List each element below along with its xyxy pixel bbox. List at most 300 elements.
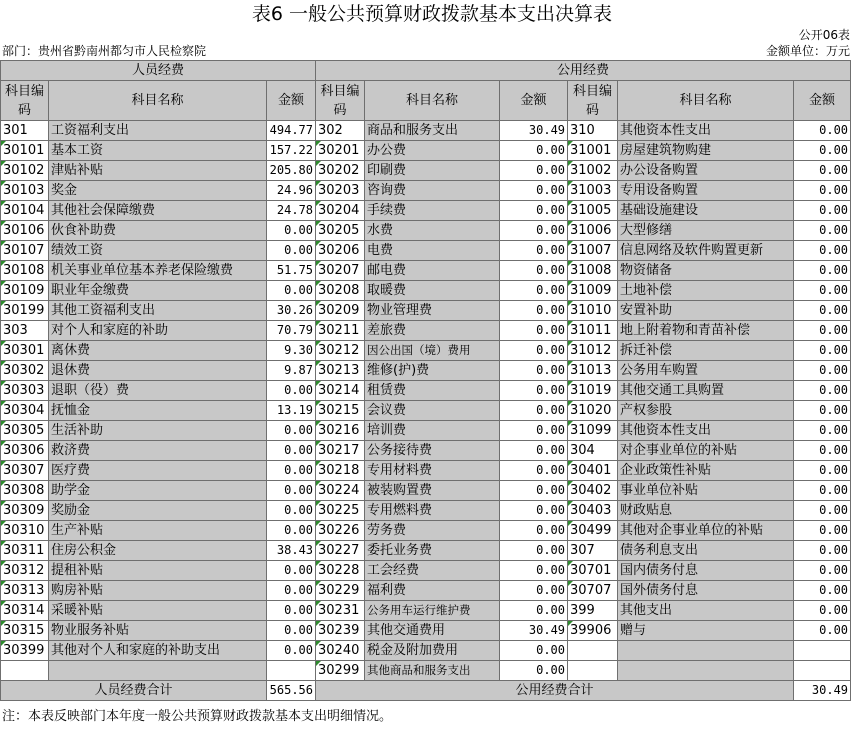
table-row <box>1 221 851 241</box>
code-cell: 30499 <box>568 521 618 541</box>
code-cell: 31013 <box>568 361 618 381</box>
amount-cell: 0.00 <box>500 381 568 401</box>
code-cell: 30207 <box>316 261 365 281</box>
amount-cell: 0.00 <box>267 481 316 501</box>
amount-cell: 0.00 <box>500 561 568 581</box>
amount-cell: 38.43 <box>267 541 316 561</box>
name-cell: 奖金 <box>49 181 267 201</box>
code-cell: 30213 <box>316 361 365 381</box>
name-cell: 其他对个人和家庭的补助支出 <box>49 641 267 661</box>
code-cell: 30104 <box>1 201 49 221</box>
code-cell: 30209 <box>316 301 365 321</box>
code-cell: 31019 <box>568 381 618 401</box>
name-cell: 委托业务费 <box>365 541 500 561</box>
amount-cell: 0.00 <box>794 621 851 641</box>
name-cell: 退休费 <box>49 361 267 381</box>
code-cell: 30206 <box>316 241 365 261</box>
table-row <box>1 621 851 641</box>
table-row <box>1 381 851 401</box>
report-title: 表6 一般公共预算财政拨款基本支出决算表 <box>251 3 613 25</box>
col-amount-3: 金额 <box>794 81 851 121</box>
amount-cell: 0.00 <box>500 401 568 421</box>
code-cell: 30201 <box>316 141 365 161</box>
amount-cell: 0.00 <box>267 621 316 641</box>
code-cell: 30224 <box>316 481 365 501</box>
amount-cell: 0.00 <box>500 301 568 321</box>
amount-cell: 0.00 <box>267 641 316 661</box>
name-cell: 绩效工资 <box>49 241 267 261</box>
code-cell: 30217 <box>316 441 365 461</box>
code-cell: 30108 <box>1 261 49 281</box>
amount-cell: 0.00 <box>500 321 568 341</box>
amount-cell: 0.00 <box>500 481 568 501</box>
code-cell: 30301 <box>1 341 49 361</box>
code-cell: 30403 <box>568 501 618 521</box>
code-cell: 30202 <box>316 161 365 181</box>
amount-cell: 0.00 <box>267 521 316 541</box>
name-cell: 劳务费 <box>365 521 500 541</box>
name-cell: 信息网络及软件购置更新 <box>618 241 794 261</box>
name-cell: 其他工资福利支出 <box>49 301 267 321</box>
name-cell: 税金及附加费用 <box>365 641 500 661</box>
section-header-row <box>1 61 851 81</box>
code-cell: 30402 <box>568 481 618 501</box>
code-cell: 30240 <box>316 641 365 661</box>
amount-cell: 0.00 <box>794 481 851 501</box>
amount-cell: 13.19 <box>267 401 316 421</box>
name-cell: 住房公积金 <box>49 541 267 561</box>
name-cell: 物业服务补贴 <box>49 621 267 641</box>
name-cell: 伙食补助费 <box>49 221 267 241</box>
code-cell: 30310 <box>1 521 49 541</box>
amount-cell: 0.00 <box>794 221 851 241</box>
code-cell <box>568 661 618 681</box>
footnote: 注：本表反映部门本年度一般公共预算财政拨款基本支出明细情况。 <box>2 709 393 724</box>
table-row <box>1 541 851 561</box>
name-cell: 机关事业单位基本养老保险缴费 <box>49 261 267 281</box>
amount-cell: 0.00 <box>267 241 316 261</box>
code-cell: 30208 <box>316 281 365 301</box>
name-cell: 其他资本性支出 <box>618 121 794 141</box>
col-name-3: 科目名称 <box>618 81 794 121</box>
name-cell: 采暖补贴 <box>49 601 267 621</box>
amount-cell: 0.00 <box>794 401 851 421</box>
name-cell: 电费 <box>365 241 500 261</box>
name-cell: 津贴补贴 <box>49 161 267 181</box>
code-cell: 30401 <box>568 461 618 481</box>
amount-cell: 0.00 <box>500 341 568 361</box>
amount-cell: 0.00 <box>267 441 316 461</box>
name-cell: 其他商品和服务支出 <box>365 661 500 681</box>
table-row <box>1 421 851 441</box>
amount-cell: 0.00 <box>794 301 851 321</box>
amount-cell: 0.00 <box>500 461 568 481</box>
code-cell: 30107 <box>1 241 49 261</box>
name-cell: 其他支出 <box>618 601 794 621</box>
code-cell: 30218 <box>316 461 365 481</box>
amount-cell: 24.96 <box>267 181 316 201</box>
amount-cell: 0.00 <box>794 161 851 181</box>
name-cell: 事业单位补贴 <box>618 481 794 501</box>
amount-cell: 0.00 <box>267 461 316 481</box>
amount-cell: 0.00 <box>500 361 568 381</box>
code-cell <box>568 641 618 661</box>
table-row <box>1 501 851 521</box>
name-cell: 对个人和家庭的补助 <box>49 321 267 341</box>
amount-cell: 205.80 <box>267 161 316 181</box>
name-cell: 因公出国（境）费用 <box>365 341 500 361</box>
amount-cell: 30.49 <box>500 121 568 141</box>
amount-cell: 0.00 <box>500 221 568 241</box>
public-total-label: 公用经费合计 <box>316 681 794 701</box>
code-cell: 30302 <box>1 361 49 381</box>
name-cell: 福利费 <box>365 581 500 601</box>
name-cell: 离休费 <box>49 341 267 361</box>
code-cell: 399 <box>568 601 618 621</box>
code-cell: 31002 <box>568 161 618 181</box>
name-cell: 商品和服务支出 <box>365 121 500 141</box>
code-cell: 30701 <box>568 561 618 581</box>
code-cell: 30311 <box>1 541 49 561</box>
amount-cell: 0.00 <box>500 141 568 161</box>
code-cell <box>1 661 49 681</box>
table-body <box>1 121 851 681</box>
code-cell: 30399 <box>1 641 49 661</box>
amount-cell: 0.00 <box>794 241 851 261</box>
amount-cell: 0.00 <box>500 441 568 461</box>
col-name-2: 科目名称 <box>365 81 500 121</box>
amount-cell: 0.00 <box>500 181 568 201</box>
table-row <box>1 521 851 541</box>
code-cell: 31020 <box>568 401 618 421</box>
name-cell: 其他对企事业单位的补贴 <box>618 521 794 541</box>
code-cell: 30226 <box>316 521 365 541</box>
table-row <box>1 201 851 221</box>
name-cell: 国内债务付息 <box>618 561 794 581</box>
name-cell: 工会经费 <box>365 561 500 581</box>
amount-cell: 0.00 <box>794 201 851 221</box>
code-cell: 30229 <box>316 581 365 601</box>
expenditure-table <box>0 60 851 701</box>
code-cell: 30199 <box>1 301 49 321</box>
amount-cell: 30.26 <box>267 301 316 321</box>
name-cell: 基本工资 <box>49 141 267 161</box>
amount-cell: 0.00 <box>794 421 851 441</box>
amount-cell: 0.00 <box>794 521 851 541</box>
form-code: 公开06表 <box>798 28 850 42</box>
table-row <box>1 121 851 141</box>
amount-cell: 0.00 <box>794 461 851 481</box>
public-total-value: 30.49 <box>794 681 851 701</box>
code-cell: 30205 <box>316 221 365 241</box>
table-row <box>1 641 851 661</box>
table-row <box>1 461 851 481</box>
amount-cell: 0.00 <box>500 521 568 541</box>
code-cell: 30228 <box>316 561 365 581</box>
name-cell: 对企事业单位的补贴 <box>618 441 794 461</box>
code-cell: 30307 <box>1 461 49 481</box>
code-cell: 39906 <box>568 621 618 641</box>
name-cell: 被装购置费 <box>365 481 500 501</box>
amount-cell: 0.00 <box>794 601 851 621</box>
name-cell: 专用材料费 <box>365 461 500 481</box>
name-cell: 基础设施建设 <box>618 201 794 221</box>
name-cell <box>49 661 267 681</box>
table-row <box>1 181 851 201</box>
name-cell: 水费 <box>365 221 500 241</box>
code-cell: 30203 <box>316 181 365 201</box>
amount-cell: 0.00 <box>267 281 316 301</box>
amount-cell: 0.00 <box>500 161 568 181</box>
code-cell: 30106 <box>1 221 49 241</box>
amount-cell: 0.00 <box>500 601 568 621</box>
name-cell: 培训费 <box>365 421 500 441</box>
name-cell: 助学金 <box>49 481 267 501</box>
amount-cell: 51.75 <box>267 261 316 281</box>
table-row <box>1 341 851 361</box>
code-cell: 30215 <box>316 401 365 421</box>
code-cell: 30707 <box>568 581 618 601</box>
unit-label: 金额单位：万元 <box>765 44 850 58</box>
amount-cell <box>794 661 851 681</box>
code-cell: 307 <box>568 541 618 561</box>
name-cell: 奖励金 <box>49 501 267 521</box>
amount-cell: 0.00 <box>500 661 568 681</box>
amount-cell: 0.00 <box>794 141 851 161</box>
name-cell: 专用燃料费 <box>365 501 500 521</box>
code-cell: 30214 <box>316 381 365 401</box>
totals-row <box>1 681 851 701</box>
amount-cell: 0.00 <box>500 261 568 281</box>
amount-cell: 0.00 <box>794 541 851 561</box>
table-row <box>1 601 851 621</box>
name-cell: 其他交通费用 <box>365 621 500 641</box>
amount-cell: 0.00 <box>794 281 851 301</box>
name-cell: 其他交通工具购置 <box>618 381 794 401</box>
code-cell: 30204 <box>316 201 365 221</box>
code-cell: 30101 <box>1 141 49 161</box>
code-cell: 31007 <box>568 241 618 261</box>
table-row <box>1 301 851 321</box>
table-row <box>1 361 851 381</box>
name-cell: 地上附着物和青苗补偿 <box>618 321 794 341</box>
name-cell: 医疗费 <box>49 461 267 481</box>
name-cell: 大型修缮 <box>618 221 794 241</box>
amount-cell: 0.00 <box>500 641 568 661</box>
code-cell: 30211 <box>316 321 365 341</box>
code-cell: 30315 <box>1 621 49 641</box>
code-cell: 30303 <box>1 381 49 401</box>
code-cell: 30231 <box>316 601 365 621</box>
code-cell: 30216 <box>316 421 365 441</box>
name-cell: 生活补助 <box>49 421 267 441</box>
name-cell: 公务接待费 <box>365 441 500 461</box>
code-cell: 30103 <box>1 181 49 201</box>
table-row <box>1 401 851 421</box>
name-cell: 维修(护)费 <box>365 361 500 381</box>
name-cell: 拆迁补偿 <box>618 341 794 361</box>
table-row <box>1 481 851 501</box>
code-cell: 31099 <box>568 421 618 441</box>
table-row <box>1 581 851 601</box>
col-code-3: 科目编码 <box>568 81 618 121</box>
code-cell: 31011 <box>568 321 618 341</box>
amount-cell: 70.79 <box>267 321 316 341</box>
name-cell: 房屋建筑物购建 <box>618 141 794 161</box>
amount-cell: 0.00 <box>500 541 568 561</box>
amount-cell: 9.30 <box>267 341 316 361</box>
name-cell: 财政贴息 <box>618 501 794 521</box>
amount-cell: 0.00 <box>267 601 316 621</box>
name-cell: 工资福利支出 <box>49 121 267 141</box>
name-cell: 抚恤金 <box>49 401 267 421</box>
name-cell: 国外债务付息 <box>618 581 794 601</box>
amount-cell: 30.49 <box>500 621 568 641</box>
code-cell: 30109 <box>1 281 49 301</box>
amount-cell: 0.00 <box>500 201 568 221</box>
name-cell: 办公费 <box>365 141 500 161</box>
table-row <box>1 561 851 581</box>
name-cell: 邮电费 <box>365 261 500 281</box>
code-cell: 30314 <box>1 601 49 621</box>
name-cell: 企业政策性补贴 <box>618 461 794 481</box>
amount-cell: 9.87 <box>267 361 316 381</box>
amount-cell: 24.78 <box>267 201 316 221</box>
amount-cell: 0.00 <box>794 121 851 141</box>
name-cell <box>618 661 794 681</box>
code-cell: 31003 <box>568 181 618 201</box>
name-cell: 公务用车购置 <box>618 361 794 381</box>
name-cell: 会议费 <box>365 401 500 421</box>
name-cell: 取暖费 <box>365 281 500 301</box>
table-row <box>1 141 851 161</box>
code-cell: 30305 <box>1 421 49 441</box>
amount-cell: 0.00 <box>500 501 568 521</box>
amount-cell: 0.00 <box>500 421 568 441</box>
amount-cell: 0.00 <box>267 421 316 441</box>
amount-cell <box>267 661 316 681</box>
name-cell: 退职（役）费 <box>49 381 267 401</box>
table-row <box>1 281 851 301</box>
code-cell: 31010 <box>568 301 618 321</box>
table-row <box>1 441 851 461</box>
amount-cell: 0.00 <box>794 381 851 401</box>
name-cell: 物资储备 <box>618 261 794 281</box>
code-cell: 30304 <box>1 401 49 421</box>
code-cell: 302 <box>316 121 365 141</box>
code-cell: 30102 <box>1 161 49 181</box>
table-row <box>1 661 851 681</box>
name-cell <box>618 641 794 661</box>
col-code-2: 科目编码 <box>316 81 365 121</box>
amount-cell: 0.00 <box>794 581 851 601</box>
code-cell: 31012 <box>568 341 618 361</box>
amount-cell: 494.77 <box>267 121 316 141</box>
code-cell: 303 <box>1 321 49 341</box>
code-cell: 30299 <box>316 661 365 681</box>
code-cell: 30312 <box>1 561 49 581</box>
amount-cell: 157.22 <box>267 141 316 161</box>
code-cell: 301 <box>1 121 49 141</box>
amount-cell: 0.00 <box>500 241 568 261</box>
name-cell: 公务用车运行维护费 <box>365 601 500 621</box>
name-cell: 其他资本性支出 <box>618 421 794 441</box>
code-cell: 30212 <box>316 341 365 361</box>
code-cell: 30308 <box>1 481 49 501</box>
code-cell: 31009 <box>568 281 618 301</box>
amount-cell: 0.00 <box>267 501 316 521</box>
table-row <box>1 261 851 281</box>
name-cell: 赠与 <box>618 621 794 641</box>
table-row <box>1 161 851 181</box>
col-name-1: 科目名称 <box>49 81 267 121</box>
amount-cell: 0.00 <box>267 221 316 241</box>
name-cell: 债务利息支出 <box>618 541 794 561</box>
personnel-total-value: 565.56 <box>267 681 316 701</box>
amount-cell: 0.00 <box>794 501 851 521</box>
name-cell: 生产补贴 <box>49 521 267 541</box>
code-cell: 30225 <box>316 501 365 521</box>
code-cell: 30239 <box>316 621 365 641</box>
code-cell: 31006 <box>568 221 618 241</box>
amount-cell: 0.00 <box>794 321 851 341</box>
name-cell: 土地补偿 <box>618 281 794 301</box>
column-header-row <box>1 81 851 121</box>
code-cell: 31001 <box>568 141 618 161</box>
amount-cell: 0.00 <box>500 281 568 301</box>
department-label: 部门：贵州省黔南州都匀市人民检察院 <box>2 44 207 58</box>
name-cell: 办公设备购置 <box>618 161 794 181</box>
amount-cell: 0.00 <box>794 561 851 581</box>
code-cell: 31005 <box>568 201 618 221</box>
amount-cell: 0.00 <box>794 341 851 361</box>
name-cell: 手续费 <box>365 201 500 221</box>
name-cell: 职业年金缴费 <box>49 281 267 301</box>
name-cell: 租赁费 <box>365 381 500 401</box>
col-amount-1: 金额 <box>267 81 316 121</box>
code-cell: 30227 <box>316 541 365 561</box>
name-cell: 提租补贴 <box>49 561 267 581</box>
name-cell: 差旅费 <box>365 321 500 341</box>
name-cell: 专用设备购置 <box>618 181 794 201</box>
amount-cell: 0.00 <box>267 581 316 601</box>
amount-cell: 0.00 <box>267 381 316 401</box>
name-cell: 印刷费 <box>365 161 500 181</box>
table-row <box>1 321 851 341</box>
name-cell: 救济费 <box>49 441 267 461</box>
name-cell: 物业管理费 <box>365 301 500 321</box>
table-row <box>1 241 851 261</box>
code-cell: 30313 <box>1 581 49 601</box>
code-cell: 30309 <box>1 501 49 521</box>
personnel-header: 人员经费 <box>1 61 316 81</box>
amount-cell: 0.00 <box>500 581 568 601</box>
name-cell: 产权参股 <box>618 401 794 421</box>
code-cell: 31008 <box>568 261 618 281</box>
col-amount-2: 金额 <box>500 81 568 121</box>
col-code-1: 科目编码 <box>1 81 49 121</box>
name-cell: 咨询费 <box>365 181 500 201</box>
amount-cell: 0.00 <box>794 441 851 461</box>
name-cell: 购房补贴 <box>49 581 267 601</box>
name-cell: 安置补助 <box>618 301 794 321</box>
amount-cell: 0.00 <box>267 561 316 581</box>
personnel-total-label: 人员经费合计 <box>1 681 267 701</box>
code-cell: 310 <box>568 121 618 141</box>
name-cell: 其他社会保障缴费 <box>49 201 267 221</box>
public-header: 公用经费 <box>316 61 851 81</box>
amount-cell <box>794 641 851 661</box>
